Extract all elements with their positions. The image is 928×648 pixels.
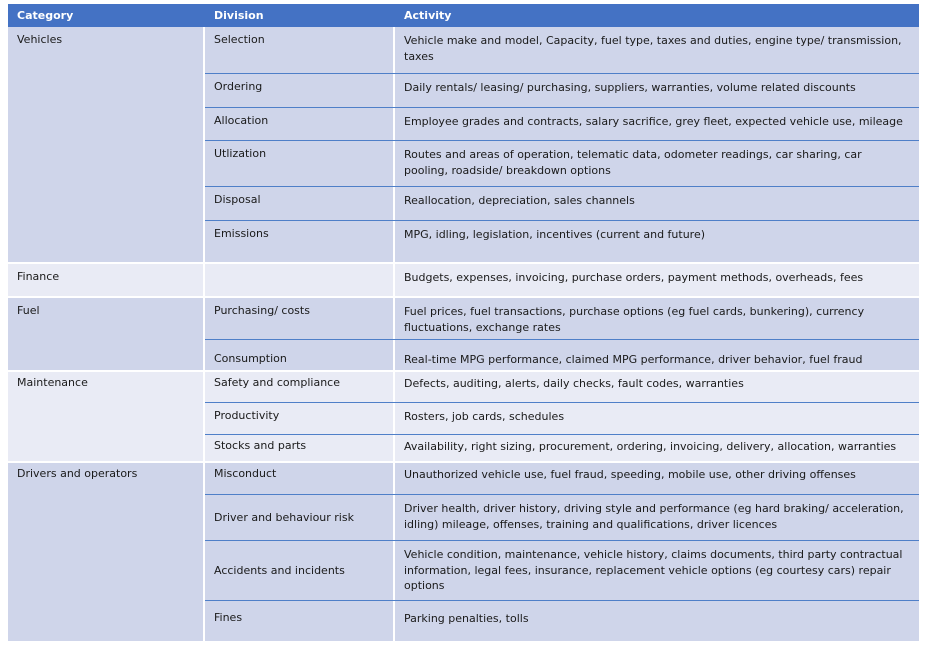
activity-cell: Real-time MPG performance, claimed MPG performance, driver behavior, fuel fraud — [404, 353, 863, 366]
division-cell: Emissions — [205, 221, 395, 262]
division-cell: Consumption — [205, 340, 395, 370]
division-cell: Ordering — [205, 74, 395, 107]
header-activity: Activity — [404, 9, 452, 22]
activity-cell: Budgets, expenses, invoicing, purchase orders, payment methods, overheads, fees — [404, 271, 864, 284]
activity-cell: Unauthorized vehicle use, fuel fraud, speeding, mobile use, other driving offenses — [404, 468, 856, 481]
activity-cell: Employee grades and contracts, salary sacrifice, grey fleet, expected vehicle use, mileage — [404, 115, 903, 128]
division-cell: Productivity — [205, 403, 395, 434]
division-cell: Driver and behaviour risk — [205, 495, 395, 540]
division-cell: Allocation — [205, 108, 395, 140]
division-cell: Disposal — [205, 187, 395, 220]
table-row — [205, 186, 919, 220]
table-row — [205, 434, 919, 461]
group-vehicles — [8, 27, 919, 262]
table-row — [205, 140, 919, 186]
division-cell: Safety and compliance — [205, 372, 395, 402]
table-row — [205, 372, 919, 402]
activity-cell: MPG, idling, legislation, incentives (current and future) — [404, 228, 706, 241]
table-row — [205, 107, 919, 140]
activity-cell: Vehicle condition, maintenance, vehicle history, claims documents, third party contractual information, legal fees, insurance, replacement vehicle options (eg courtesy cars) repair options — [404, 548, 903, 592]
category-cell: Fuel — [8, 298, 205, 370]
category-cell: Vehicles — [8, 27, 205, 262]
header-division: Division — [214, 9, 264, 22]
category-cell: Drivers and operators — [8, 463, 205, 641]
activity-cell: Rosters, job cards, schedules — [404, 410, 565, 423]
activity-cell: Driver health, driver history, driving style and performance (eg hard braking/ acceleration, idling) mileage, offenses, training and qualifications, driver licences — [404, 502, 904, 531]
table-row — [205, 27, 919, 73]
fleet-management-table — [8, 4, 919, 641]
table-row — [205, 339, 919, 370]
division-cell: Accidents and incidents — [205, 541, 395, 600]
table-row — [205, 600, 919, 641]
division-cell: Misconduct — [205, 463, 395, 494]
activity-cell: Vehicle make and model, Capacity, fuel type, taxes and duties, engine type/ transmission, taxes — [404, 34, 902, 63]
activity-cell: Availability, right sizing, procurement, ordering, invoicing, delivery, allocation, warranties — [404, 440, 897, 453]
table-row — [205, 264, 919, 296]
activity-cell: Reallocation, depreciation, sales channels — [404, 194, 635, 207]
activity-cell: Fuel prices, fuel transactions, purchase options (eg fuel cards, bunkering), currency fluctuations, exchange rates — [404, 305, 865, 334]
group-fuel — [8, 296, 919, 370]
table-row — [205, 540, 919, 600]
group-drivers-and-operators — [8, 461, 919, 641]
activity-cell: Daily rentals/ leasing/ purchasing, suppliers, warranties, volume related discounts — [404, 81, 856, 94]
table-row — [205, 220, 919, 262]
group-finance — [8, 262, 919, 296]
group-maintenance — [8, 370, 919, 461]
table-header — [8, 4, 919, 27]
activity-cell: Parking penalties, tolls — [404, 612, 529, 625]
table-row — [205, 494, 919, 540]
table-row — [205, 463, 919, 494]
division-cell: Fines — [205, 601, 395, 641]
table-row — [205, 73, 919, 107]
category-cell: Maintenance — [8, 372, 205, 461]
header-category: Category — [17, 9, 74, 22]
activity-cell: Routes and areas of operation, telematic data, odometer readings, car sharing, car pooling, roadside/ breakdown options — [404, 148, 862, 177]
division-cell — [205, 264, 395, 296]
division-cell: Stocks and parts — [205, 435, 395, 461]
division-cell: Selection — [205, 27, 395, 73]
division-cell: Purchasing/ costs — [205, 298, 395, 339]
activity-cell: Defects, auditing, alerts, daily checks, fault codes, warranties — [404, 377, 744, 390]
table-row — [205, 298, 919, 339]
division-cell: Utlization — [205, 141, 395, 186]
table-row — [205, 402, 919, 434]
category-cell: Finance — [8, 264, 205, 296]
